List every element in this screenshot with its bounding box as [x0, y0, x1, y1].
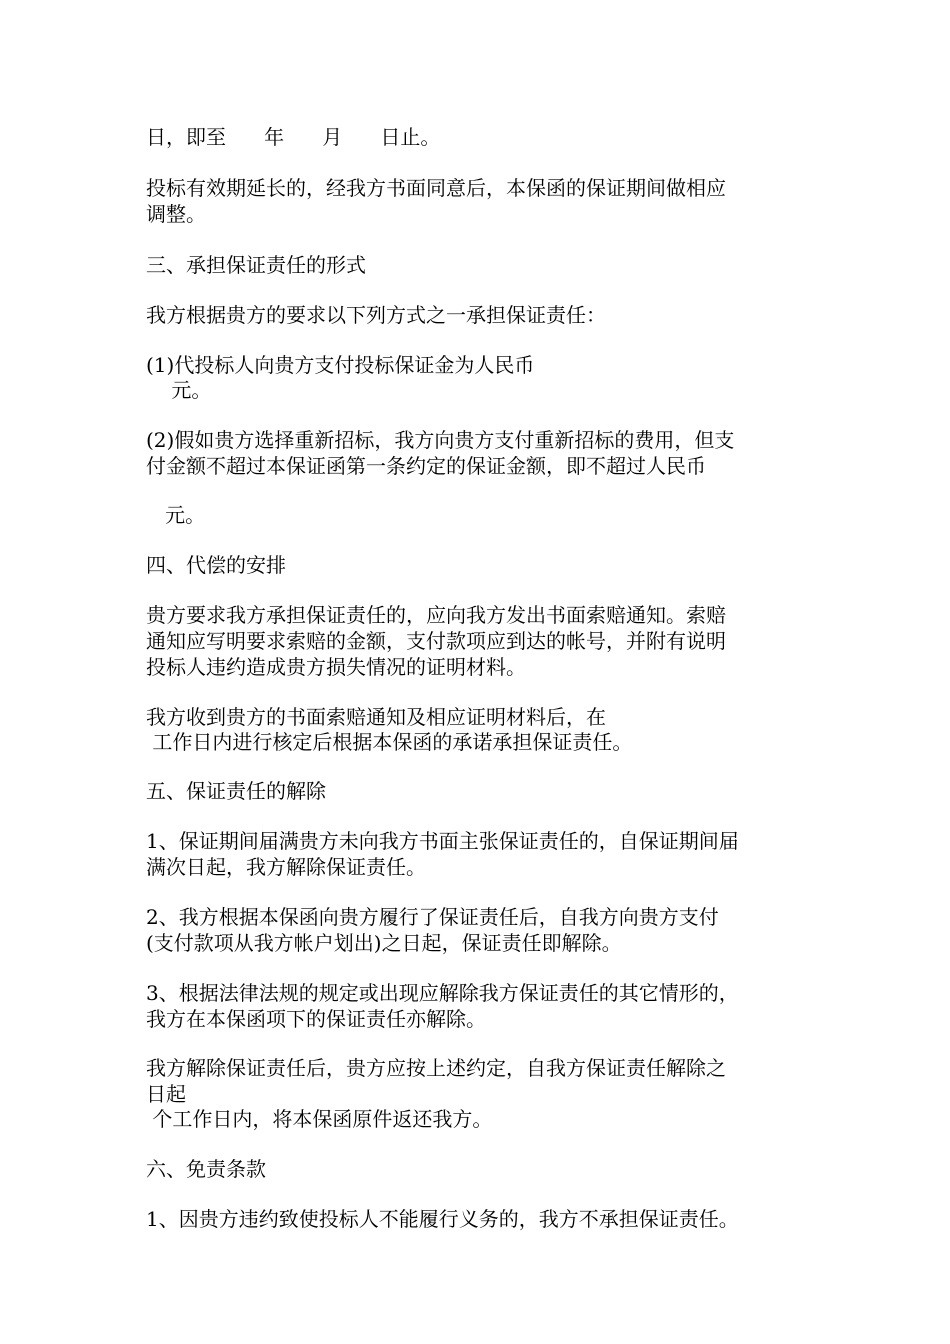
text-line-claim-3: 投标人违约造成贵方损失情况的证明材料。 — [146, 655, 526, 679]
text-line-release-1a: 1、保证期间届满贵方未向我方书面主张保证责任的，自保证期间届 — [146, 829, 739, 853]
text-line-method-2-amount: 元。 — [146, 503, 206, 527]
text-line-verify-2: 工作日内进行核定后根据本保函的承诺承担保证责任。 — [146, 730, 633, 754]
section-heading-4: 四、代偿的安排 — [146, 553, 286, 577]
section-heading-6: 六、免责条款 — [146, 1157, 266, 1181]
text-line-method-1: (1)代投标人向贵方支付投标保证金为人民币 — [146, 353, 535, 377]
text-line-method-1-amount: 元。 — [146, 378, 212, 402]
section-heading-3: 三、承担保证责任的形式 — [146, 253, 366, 277]
text-line-release-3a: 3、根据法律法规的规定或出现应解除我方保证责任的其它情形的， — [146, 981, 739, 1005]
text-line-exemption-1: 1、因贵方违约致使投标人不能履行义务的，我方不承担保证责任。 — [146, 1207, 739, 1231]
text-line-release-2a: 2、我方根据本保函向贵方履行了保证责任后，自我方向贵方支付 — [146, 905, 719, 929]
text-line-extension-2: 调整。 — [146, 202, 206, 226]
text-line-release-2b: (支付款项从我方帐户划出)之日起，保证责任即解除。 — [146, 931, 622, 955]
section-heading-5: 五、保证责任的解除 — [146, 779, 326, 803]
text-line-claim-2: 通知应写明要求索赔的金额，支付款项应到达的帐号，并附有说明 — [146, 629, 726, 653]
text-line-return-3: 个工作日内，将本保函原件返还我方。 — [146, 1107, 493, 1131]
text-line-verify-1: 我方收到贵方的书面索赔通知及相应证明材料后，在 — [146, 705, 606, 729]
text-line-methods-intro: 我方根据贵方的要求以下列方式之一承担保证责任： — [146, 303, 606, 327]
text-line-claim-1: 贵方要求我方承担保证责任的，应向我方发出书面索赔通知。索赔 — [146, 603, 726, 627]
text-line-release-3b: 我方在本保函项下的保证责任亦解除。 — [146, 1007, 486, 1031]
text-line-release-1b: 满次日起，我方解除保证责任。 — [146, 855, 426, 879]
text-line-return-2: 日起 — [146, 1082, 186, 1106]
text-line-method-2b: 付金额不超过本保证函第一条约定的保证金额，即不超过人民币 — [146, 454, 706, 478]
text-line-term-end: 日，即至 年 月 日止。 — [146, 125, 441, 149]
text-line-return-1: 我方解除保证责任后，贵方应按上述约定，自我方保证责任解除之 — [146, 1056, 726, 1080]
text-line-extension-1: 投标有效期延长的，经我方书面同意后，本保函的保证期间做相应 — [146, 176, 726, 200]
text-line-method-2a: (2)假如贵方选择重新招标，我方向贵方支付重新招标的费用，但支 — [146, 428, 735, 452]
